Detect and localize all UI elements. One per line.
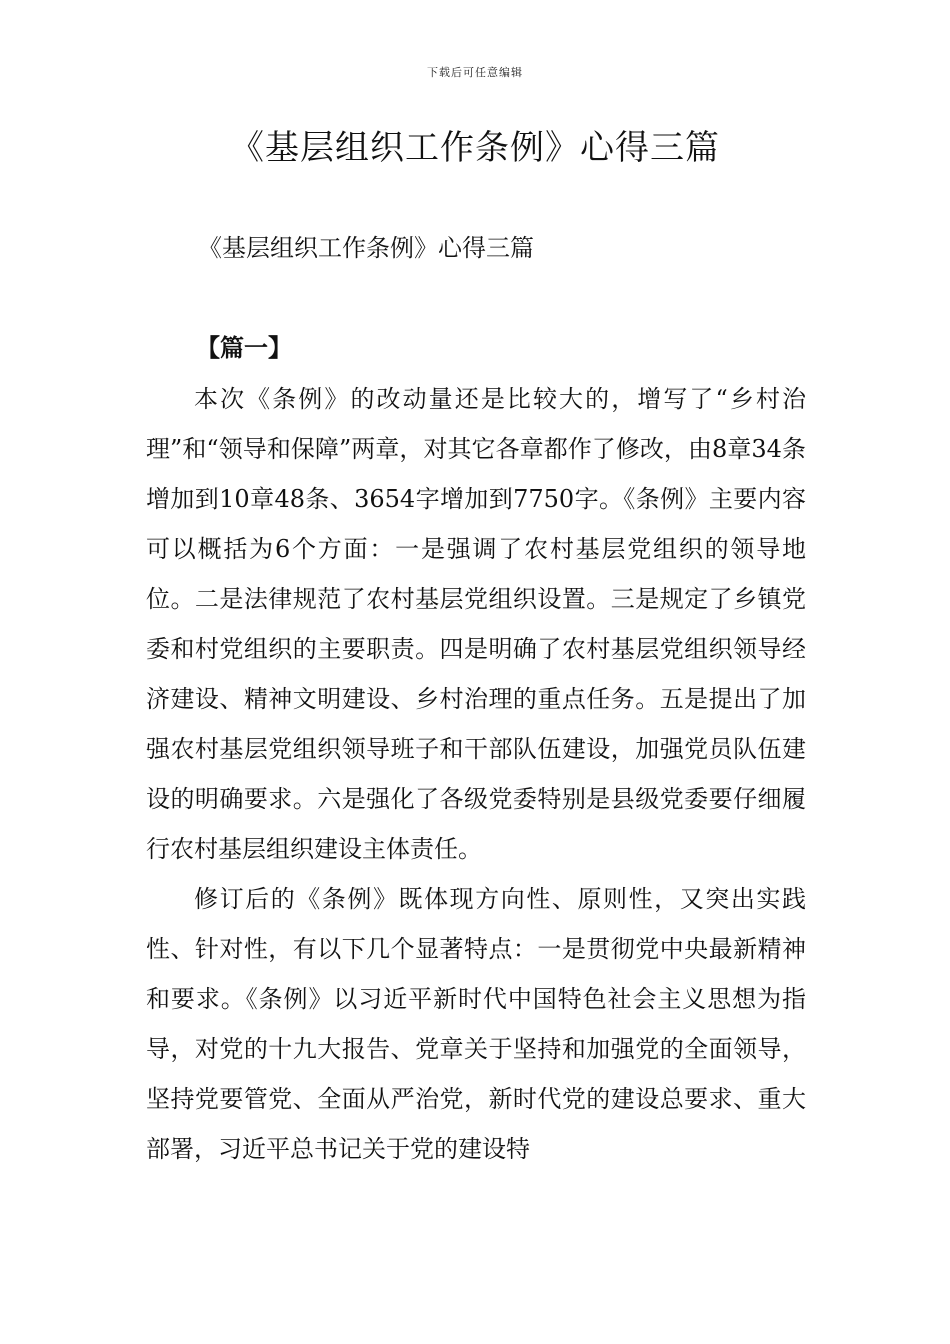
document-subtitle: 《基层组织工作条例》心得三篇 [198,234,534,262]
paragraph: 修订后的《条例》既体现方向性、原则性，又突出实践性、针对性，有以下几个显著特点：一是贯彻党中央最新精神和要求。《条例》以习近平新时代中国特色社会主义思想为指导，对党的十九大报告、党章关于坚持和加强党的全面领导，坚持党要管党、全面从严治党，新时代党的建设总要求、重大部署，习近平总书记关于党的建设特 [146,885,806,1163]
section-heading: 【篇一】 [196,334,292,362]
page-title: 《基层组织工作条例》心得三篇 [230,128,720,168]
paragraph: 本次《条例》的改动量还是比较大的，增写了“乡村治理”和“领导和保障”两章，对其它各章都作了修改，由8章34条增加到10章48条、3654字增加到7750字。《条例》主要内容可以概括为6个方面：一是强调了农村基层党组织的领导地位。二是法律规范了农村基层党组织设置。三是规定了乡镇党委和村党组织的主要职责。四是明确了农村基层党组织领导经济建设、精神文明建设、乡村治理的重点任务。五是提出了加强农村基层党组织领导班子和干部队伍建设，加强党员队伍建设的明确要求。六是强化了各级党委特别是县级党委要仔细履行农村基层组织建设主体责任。 [146,385,806,863]
body-text [146,374,806,1174]
header-note: 下载后可任意编辑 [427,66,523,79]
